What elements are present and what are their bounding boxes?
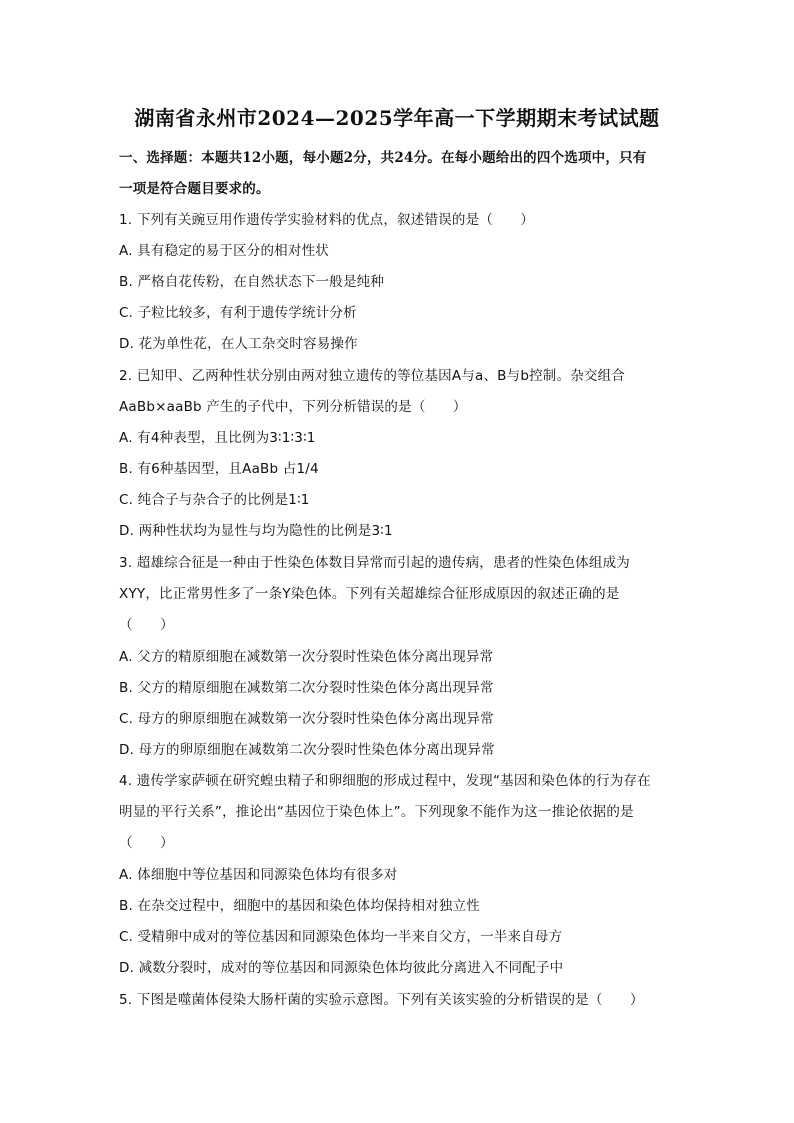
section-instruction-line2: 一项是符合题目要求的。	[119, 181, 270, 197]
q4-option-a: A. 体细胞中等位基因和同源染色体均有很多对	[119, 867, 398, 883]
q4-option-d: D. 减数分裂时，成对的等位基因和同源染色体均彼此分离进入不同配子中	[119, 960, 564, 976]
q2-option-b: B. 有6种基因型，且AaBb 占1/4	[119, 461, 319, 477]
q1-option-d: D. 花为单性花，在人工杂交时容易操作	[119, 336, 358, 352]
page-title: 湖南省永州市2024—2025学年高一下学期期末考试试题	[134, 106, 660, 130]
q4-stem-line2: 明显的平行关系”，推论出“基因位于染色体上”。下列现象不能作为这一推论依据的是	[119, 804, 634, 820]
q1-option-c: C. 子粒比较多，有利于遗传学统计分析	[119, 305, 357, 321]
q2-option-d: D. 两种性状均为显性与均为隐性的比例是3∶1	[119, 523, 393, 539]
q3-option-a: A. 父方的精原细胞在减数第一次分裂时性染色体分离出现异常	[119, 649, 494, 665]
q4-stem-line1: 4. 遗传学家萨顿在研究蝗虫精子和卵细胞的形成过程中，发现“基因和染色体的行为存在	[119, 773, 651, 789]
q3-stem-line1: 3. 超雄综合征是一种由于性染色体数目异常而引起的遗传病，患者的性染色体组成为	[119, 555, 630, 571]
q1-stem: 1. 下列有关豌豆用作遗传学实验材料的优点，叙述错误的是（ ）	[119, 212, 535, 228]
q3-option-c: C. 母方的卵原细胞在减数第一次分裂时性染色体分离出现异常	[119, 711, 494, 727]
q2-stem-line1: 2. 已知甲、乙两种性状分别由两对独立遗传的等位基因A与a、B与b控制。杂交组合	[119, 368, 626, 384]
q3-option-d: D. 母方的卵原细胞在减数第二次分裂时性染色体分离出现异常	[119, 742, 495, 758]
q4-option-b: B. 在杂交过程中，细胞中的基因和染色体均保持相对独立性	[119, 898, 480, 914]
q5-stem: 5. 下图是噬菌体侵染大肠杆菌的实验示意图。下列有关该实验的分析错误的是（ ）	[119, 992, 644, 1008]
q3-stem-line2: XYY，比正常男性多了一条Y染色体。下列有关超雄综合征形成原因的叙述正确的是	[119, 586, 620, 602]
q2-stem-line2: AaBb×aaBb 产生的子代中，下列分析错误的是（ ）	[119, 399, 467, 415]
q1-option-b: B. 严格自花传粉，在自然状态下一般是纯种	[119, 274, 385, 290]
q3-option-b: B. 父方的精原细胞在减数第二次分裂时性染色体分离出现异常	[119, 680, 494, 696]
q4-option-c: C. 受精卵中成对的等位基因和同源染色体均一半来自父方，一半来自母方	[119, 929, 563, 945]
q1-option-a: A. 具有稳定的易于区分的相对性状	[119, 243, 329, 259]
q2-option-c: C. 纯合子与杂合子的比例是1∶1	[119, 492, 310, 508]
q4-stem-line3: （ ）	[119, 835, 174, 851]
section-instruction-line1: 一、选择题：本题共12小题，每小题2分，共24分。在每小题给出的四个选项中，只有	[119, 150, 647, 166]
q2-option-a: A. 有4种表型，且比例为3∶1∶3∶1	[119, 430, 316, 446]
q3-stem-line3: （ ）	[119, 617, 174, 633]
